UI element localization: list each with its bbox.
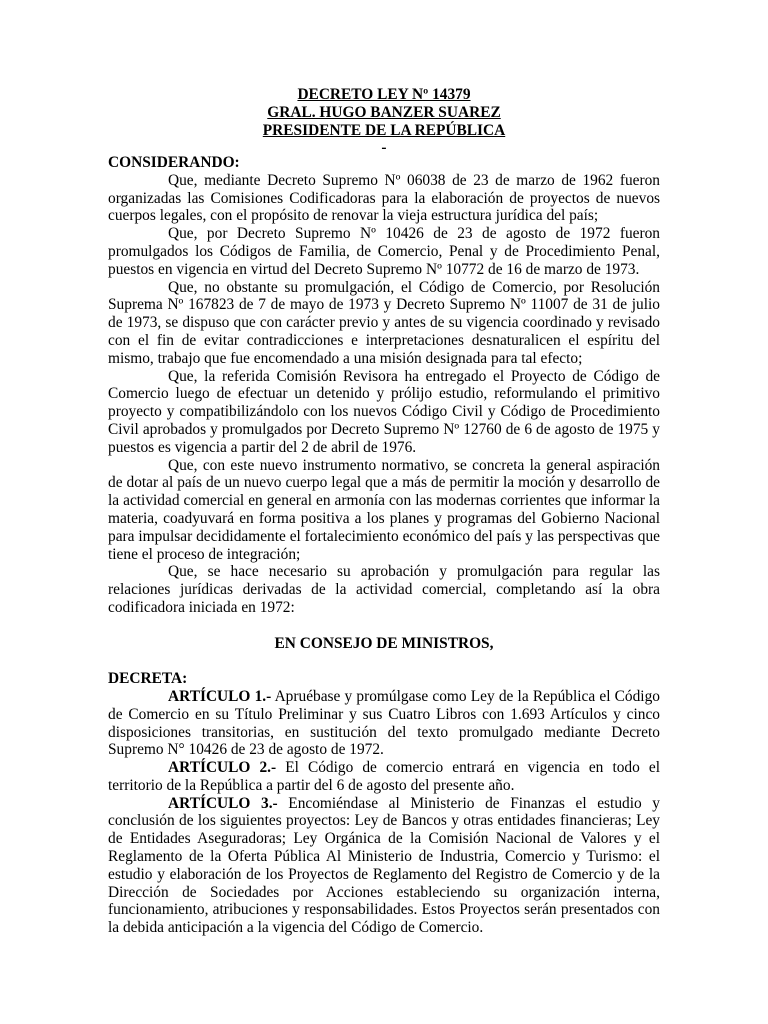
article-text: Encomiéndase al Ministerio de Finanzas el estudio y conclusión de los siguientes proyectos: Ley de Bancos y otras entidades financieras; Ley de Entidades Aseguradoras; Ley Orgánica de la Comisión Nacional de Valores y el Reglamento de la Oferta Pública Al Ministerio de Industria, Comercio y Turismo: el estudio y elaboración de los Proyectos de Reglamento del Registro de Comercio y de la Dirección de Sociedades por Acciones estableciendo su organización interna, funcionamiento, atribuciones y responsabilidades. Estos Proyectos serán presentados con la debida anticipación a la vigencia del Código de Comercio. (108, 794, 660, 937)
consejo-heading: EN CONSEJO DE MINISTROS, (274, 634, 494, 652)
decree-body (108, 154, 660, 937)
article-title: ARTÍCULO 3.- (168, 794, 278, 812)
decree-title: DECRETO LEY Nº 14379 (297, 86, 471, 103)
considerando-paragraph: Que, con este nuevo instrumento normativo, se concreta la general aspiración de dotar al país de un nuevo cuerpo legal que a más de permitir la moción y desarrollo de la actividad comercial en general en armonía con las modernas corrientes que informar la materia, coadyuvará en forma positiva a los planes y programas del Gobierno Nacional para impulsar decididamente el fortalecimiento económico del país y las perspectivas que tiene el proceso de integración; (108, 456, 660, 563)
considerando-paragraph: Que, se hace necesario su aprobación y promulgación para regular las relaciones jurídicas derivadas de la actividad comercial, completando así la obra codificadora iniciada en 1972: (108, 563, 660, 616)
considerando-paragraph: Que, por Decreto Supremo Nº 10426 de 23 de agosto de 1972 fueron promulgados los Códigos de Familia, de Comercio, Penal y de Procedimiento Penal, puestos en vigencia en virtud del Decreto Supremo Nº 10772 de 16 de marzo de 1973. (108, 225, 660, 278)
president-title: PRESIDENTE DE LA REPÚBLICA (262, 121, 506, 139)
considerando-paragraph: Que, no obstante su promulgación, el Código de Comercio, por Resolución Suprema Nº 167823 de 7 de mayo de 1973 y Decreto Supremo Nº 11007 de 31 de julio de 1973, se dispuso que con carácter previo y antes de su vigencia coordinado y revisado con el fin de evitar contradicciones e interpretaciones desnaturalicen el espíritu del mismo, trabajo que fue encomendado a una misión designada para tal efecto; (108, 278, 660, 367)
article-text: El Código de comercio entrará en vigencia en todo el territorio de la República a partir del 6 de agosto del presente año. (108, 759, 660, 794)
article-text: Apruébase y promúlgase como Ley de la República el Código de Comercio en su Título Preliminar y sus Cuatro Libros con 1.693 Artículos y cinco disposiciones transitorias, en sustitución del texto promulgado mediante Decreto Supremo N° 10426 de 23 de agosto de 1972. (108, 687, 660, 759)
article-1 (108, 688, 660, 759)
article-3 (108, 795, 660, 937)
article-title: ARTÍCULO 2.- (168, 759, 277, 777)
header-dash: - (381, 139, 387, 156)
decree-header (108, 86, 660, 156)
decreta-label: DECRETA: (108, 670, 188, 688)
article-title: ARTÍCULO 1.- (168, 687, 272, 705)
considerando-label: CONSIDERANDO: (108, 154, 240, 171)
president-name: GRAL. HUGO BANZER SUAREZ (267, 103, 501, 121)
considerando-paragraph: Que, la referida Comisión Revisora ha entregado el Proyecto de Código de Comercio luego de efectuar un detenido y prólijo estudio, reformulando el primitivo proyecto y compatibilizándolo con los nuevos Código Civil y Código de Procedimiento Civil aprobados y promulgados por Decreto Supremo Nº 12760 de 6 de agosto de 1975 y puestos es vigencia a partir del 2 de abril de 1976. (108, 367, 660, 456)
considerando-paragraph: Que, mediante Decreto Supremo Nº 06038 de 23 de marzo de 1962 fueron organizadas las Comisiones Codificadoras para la elaboración de proyectos de nuevos cuerpos legales, con el propósito de renovar la vieja estructura jurídica del país; (108, 171, 660, 225)
article-2 (108, 759, 660, 795)
